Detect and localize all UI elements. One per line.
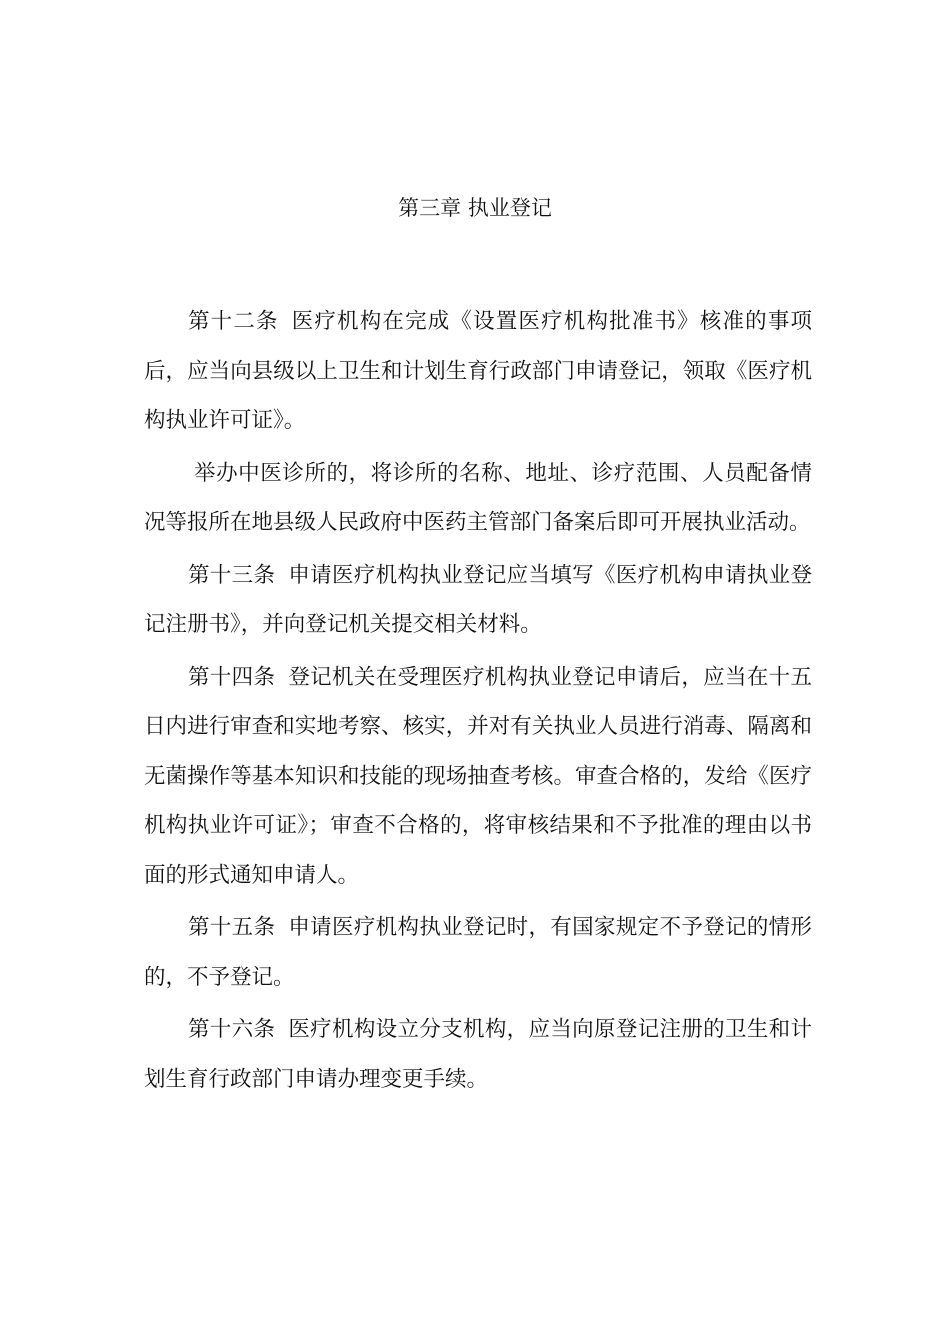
paragraph-text: 举办中医诊所的，将诊所的名称、地址、诊疗范围、人员配备情况等报所在地县级人民政府中医药主管部门备案后即可开展执业活动。: [144, 460, 812, 535]
article-13-paragraph: [144, 551, 812, 650]
article-14-paragraph: [144, 653, 812, 901]
article-16-paragraph: [144, 1005, 812, 1104]
article-text: 申请医疗机构执业登记应当填写《医疗机构申请执业登记注册书》，并向登记机关提交相关材料。: [144, 562, 812, 637]
article-12-paragraph: [144, 297, 812, 446]
article-number: 第十五条: [188, 915, 276, 940]
article-number: 第十四条: [188, 664, 276, 690]
article-15-paragraph: [144, 903, 812, 1002]
chinese-medicine-clinic-paragraph: [144, 449, 812, 548]
article-text: 申请医疗机构执业登记时，有国家规定不予登记的情形的，不予登记。: [144, 915, 812, 990]
article-number: 第十六条: [188, 1017, 276, 1042]
article-number: 第十三条: [188, 562, 276, 588]
article-number: 第十二条: [188, 309, 279, 334]
article-text: 登记机关在受理医疗机构执业登记申请后，应当在十五日内进行审查和实地考察、核实，并对有关执业人员进行消毒、隔离和无菌操作等基本知识和技能的现场抽查考核。审查合格的，发给《医疗机构执业许可证》；审查不合格的，将审核结果和不予批准的理由以书面的形式通知申请人。: [144, 664, 812, 888]
article-text: 医疗机构设立分支机构，应当向原登记注册的卫生和计划生育行政部门申请办理变更手续。: [144, 1017, 812, 1092]
article-text: 医疗机构在完成《设置医疗机构批准书》核准的事项后，应当向县级以上卫生和计划生育行政部门申请登记，领取《医疗机构执业许可证》。: [144, 309, 812, 433]
chapter-title: 第三章 执业登记: [398, 196, 552, 220]
document-body: [144, 297, 812, 1107]
